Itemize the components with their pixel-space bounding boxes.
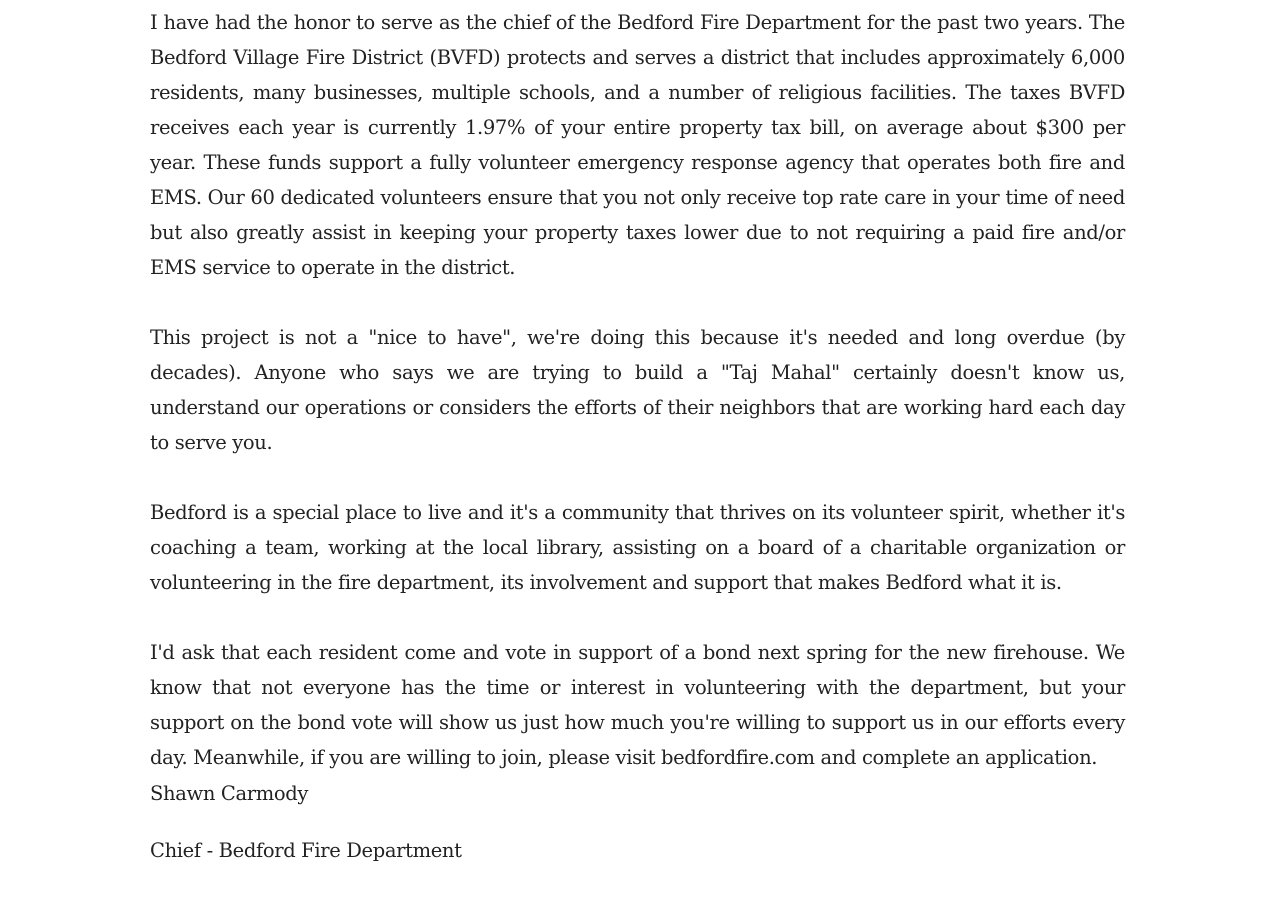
signatory-title: Chief - Bedford Fire Department bbox=[150, 839, 462, 862]
paragraph-community-spirit: Bedford is a special place to live and it's a community that thrives on its volunteer spirit, whether it's coaching a team, working at the local library, assisting on a board of a charitable organization or volunteering in the fire department, its involvement and support that makes Bedford what it is. bbox=[150, 501, 1125, 594]
paragraph-bond-vote-appeal: I'd ask that each resident come and vote in support of a bond next spring for the new firehouse. We know that not everyone has the time or interest in volunteering with the department, but your support on the bond vote will show us just how much you're willing to support us in our efforts every day. Meanwhile, if you are willing to join, please visit bedfordfire.com and complete an application. bbox=[150, 641, 1125, 769]
signature-block bbox=[150, 776, 462, 868]
letter-body bbox=[150, 5, 1125, 810]
signatory-name: Shawn Carmody bbox=[150, 782, 309, 805]
paragraph-project-need: This project is not a "nice to have", we're doing this because it's needed and long overdue (by decades). Anyone who says we are trying to build a "Taj Mahal" certainly doesn't know us, understand our operations or considers the efforts of their neighbors that are working hard each day to serve you. bbox=[150, 326, 1125, 454]
paragraph-introduction: I have had the honor to serve as the chief of the Bedford Fire Department for the past two years. The Bedford Village Fire District (BVFD) protects and serves a district that includes approximately 6,000 residents, many businesses, multiple schools, and a number of religious facilities. The taxes BVFD receives each year is currently 1.97% of your entire property tax bill, on average about $300 per year. These funds support a fully volunteer emergency response agency that operates both fire and EMS. Our 60 dedicated volunteers ensure that you not only receive top rate care in your time of need but also greatly assist in keeping your property taxes lower due to not requiring a paid fire and/or EMS service to operate in the district. bbox=[150, 11, 1125, 279]
